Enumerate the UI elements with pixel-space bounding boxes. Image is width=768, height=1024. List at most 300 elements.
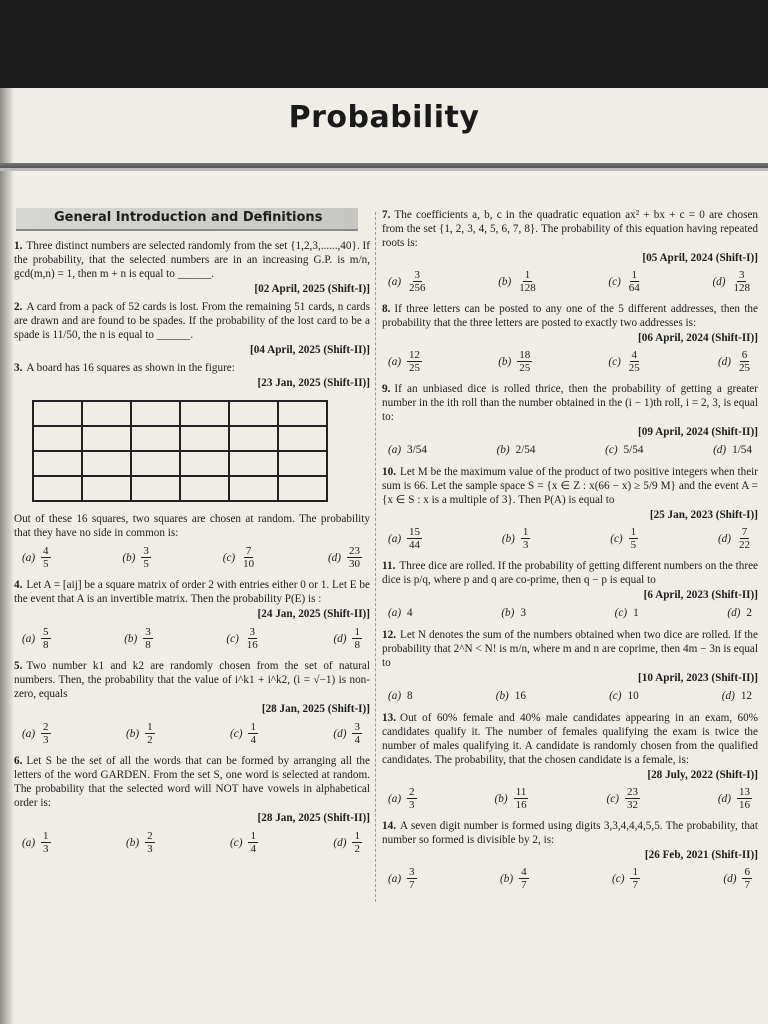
option-fraction bbox=[352, 830, 362, 855]
board-square bbox=[131, 426, 180, 451]
question-item bbox=[382, 628, 758, 707]
fraction-numerator: 6 bbox=[741, 349, 748, 361]
board-square bbox=[82, 401, 131, 426]
option-label: (c) bbox=[226, 632, 239, 645]
option-value: 2 bbox=[746, 607, 752, 619]
fraction-numerator: 3 bbox=[249, 626, 256, 638]
option bbox=[501, 606, 526, 620]
option-label: (d) bbox=[717, 532, 731, 545]
question-body: A card from a pack of 52 cards is lost. From the remaining 51 cards, n cards are drawn and are found to be spades. If the probability of the lost card to be a spade is 11/50, the n is equal to ______. bbox=[14, 301, 370, 341]
option-label: (a) bbox=[388, 872, 402, 885]
question-item bbox=[382, 302, 758, 378]
option-fraction bbox=[629, 526, 639, 551]
question-number: 12. bbox=[382, 629, 396, 641]
board-square bbox=[180, 476, 229, 501]
fraction-denominator: 3 bbox=[409, 799, 415, 811]
question-number: 7. bbox=[382, 209, 391, 221]
exam-source: [23 Jan, 2025 (Shift-II)] bbox=[257, 377, 370, 389]
option-fraction bbox=[143, 626, 153, 651]
fraction-numerator: 1 bbox=[354, 626, 360, 638]
question-number: 14. bbox=[382, 820, 396, 832]
question-number: 4. bbox=[14, 579, 23, 591]
question-item bbox=[382, 382, 758, 461]
question-number: 5. bbox=[14, 660, 23, 672]
fraction-denominator: 128 bbox=[733, 282, 750, 294]
option-label: (b) bbox=[126, 727, 140, 740]
options-row bbox=[14, 825, 370, 859]
options-row bbox=[382, 685, 758, 707]
board-square bbox=[278, 401, 327, 426]
fraction-denominator: 5 bbox=[143, 558, 149, 570]
question-body: If three letters can be posted to any one of the 5 different addresses, then the probability that the three letters are posted to exactly two addresses is: bbox=[382, 303, 758, 329]
option-fraction bbox=[742, 866, 752, 891]
option-fraction bbox=[248, 721, 258, 746]
fraction-numerator: 7 bbox=[741, 526, 748, 538]
options-row bbox=[382, 265, 758, 298]
fraction-numerator: 12 bbox=[409, 349, 421, 361]
option-label: (a) bbox=[388, 355, 402, 368]
option-fraction bbox=[521, 526, 531, 551]
question-body: Let M be the maximum value of the product of two positive integers when their sum is 66. Let the sample space S = {x ∈ Z : x(66 − x) ≥ 5/9 M} and the event A = {x ∈ S : x is a multiple of 3}. Then P(A) is equal to bbox=[382, 466, 758, 506]
fraction-numerator: 11 bbox=[515, 786, 527, 798]
question-item bbox=[382, 711, 758, 815]
options-row bbox=[382, 345, 758, 378]
option-fraction bbox=[41, 626, 51, 651]
option bbox=[388, 269, 428, 294]
option bbox=[22, 626, 51, 651]
question-number: 10. bbox=[382, 466, 396, 478]
fraction-denominator: 4 bbox=[354, 734, 360, 746]
fraction-numerator: 23 bbox=[349, 545, 360, 557]
option bbox=[607, 786, 640, 811]
fraction-denominator: 3 bbox=[43, 843, 49, 855]
option bbox=[718, 786, 752, 811]
option bbox=[498, 349, 532, 374]
option-fraction bbox=[347, 545, 362, 570]
fraction-denominator: 3 bbox=[522, 539, 529, 551]
fraction-numerator: 2 bbox=[147, 830, 153, 842]
option bbox=[497, 443, 536, 457]
option-label: (c) bbox=[614, 607, 628, 619]
question-text bbox=[382, 382, 758, 424]
question-text bbox=[382, 208, 758, 250]
fraction-numerator: 6 bbox=[744, 866, 750, 878]
option-fraction bbox=[145, 830, 155, 855]
question-body: Let A = [aij] be a square matrix of order 2 with entries either 0 or 1. Let E be the event that A is an invertible matrix. Then the probability P(E) is : bbox=[14, 579, 370, 605]
option-fraction bbox=[627, 349, 642, 374]
option bbox=[605, 443, 643, 457]
question-item bbox=[14, 754, 370, 859]
options-row bbox=[382, 439, 758, 461]
option-label: (b) bbox=[122, 551, 136, 564]
board-square bbox=[82, 451, 131, 476]
question-number: 8. bbox=[382, 303, 391, 315]
option bbox=[609, 689, 639, 703]
question-text bbox=[382, 628, 758, 670]
question-number: 6. bbox=[14, 755, 23, 767]
option bbox=[22, 545, 51, 570]
fraction-numerator: 5 bbox=[43, 626, 49, 638]
option-label: (c) bbox=[606, 792, 619, 805]
option-fraction bbox=[407, 269, 428, 294]
option-label: (c) bbox=[608, 355, 621, 368]
option-fraction bbox=[407, 866, 417, 891]
board-square bbox=[131, 476, 180, 501]
option-label: (d) bbox=[333, 836, 347, 849]
option-label: (c) bbox=[612, 872, 625, 885]
board-square bbox=[180, 426, 229, 451]
option-label: (b) bbox=[124, 632, 138, 645]
exam-source: [26 Feb, 2021 (Shift-II)] bbox=[644, 849, 758, 861]
option bbox=[333, 721, 362, 746]
option-label: (b) bbox=[496, 444, 510, 456]
fraction-denominator: 128 bbox=[519, 282, 536, 294]
options-row bbox=[382, 602, 758, 624]
question-body: Out of 60% female and 40% male candidates appearing in an exam, 60% candidates qualify it. The number of females qualifying the exam is twice the number of males qualifying it. A candidate is randomly chosen from the qualified candidates. The probability, that the chosen candidate is a female, is: bbox=[382, 712, 758, 766]
question-item bbox=[14, 361, 370, 574]
option bbox=[328, 545, 362, 570]
option bbox=[388, 866, 417, 891]
option bbox=[388, 606, 413, 620]
option bbox=[223, 545, 256, 570]
option-fraction bbox=[352, 721, 362, 746]
option-fraction bbox=[141, 545, 151, 570]
board-square bbox=[229, 426, 278, 451]
option-label: (a) bbox=[388, 792, 402, 805]
question-number: 1. bbox=[14, 240, 23, 252]
fraction-denominator: 25 bbox=[519, 362, 531, 374]
fraction-numerator: 1 bbox=[354, 830, 360, 842]
exam-source: [04 April, 2025 (Shift-II)] bbox=[250, 344, 370, 356]
option-label: (a) bbox=[22, 632, 36, 645]
question-item bbox=[14, 300, 370, 357]
board-square bbox=[278, 476, 327, 501]
question-text bbox=[382, 302, 758, 330]
fraction-numerator: 1 bbox=[524, 269, 531, 281]
option bbox=[388, 349, 422, 374]
option-fraction bbox=[407, 786, 417, 811]
option-label: (b) bbox=[500, 872, 514, 885]
option-label: (b) bbox=[126, 836, 140, 849]
option-fraction bbox=[737, 526, 752, 551]
option bbox=[388, 526, 422, 551]
left-question-list bbox=[14, 239, 370, 859]
option bbox=[610, 526, 638, 551]
fraction-denominator: 16 bbox=[246, 639, 258, 651]
fraction-denominator: 64 bbox=[628, 282, 640, 294]
option bbox=[498, 269, 538, 294]
fraction-denominator: 25 bbox=[738, 362, 750, 374]
fraction-denominator: 22 bbox=[739, 539, 750, 551]
option bbox=[126, 830, 155, 855]
option-fraction bbox=[514, 786, 529, 811]
question-item bbox=[382, 819, 758, 895]
fraction-denominator: 16 bbox=[515, 799, 527, 811]
option bbox=[495, 786, 529, 811]
option bbox=[615, 606, 639, 620]
option-label: (a) bbox=[388, 690, 402, 702]
exam-source: [28 Jan, 2025 (Shift-I)] bbox=[261, 703, 370, 715]
option bbox=[122, 545, 151, 570]
option bbox=[22, 830, 51, 855]
option-fraction bbox=[41, 545, 51, 570]
options-row bbox=[14, 540, 370, 574]
option-label: (d) bbox=[333, 727, 347, 740]
option bbox=[230, 721, 258, 746]
fraction-denominator: 32 bbox=[626, 799, 638, 811]
option-label: (c) bbox=[222, 551, 236, 564]
option bbox=[333, 830, 362, 855]
fraction-denominator: 44 bbox=[409, 539, 421, 551]
section-heading: General Introduction and Definitions bbox=[16, 208, 358, 231]
question-item bbox=[14, 659, 370, 750]
option-label: (c) bbox=[605, 444, 618, 456]
option-fraction bbox=[625, 786, 640, 811]
fraction-numerator: 3 bbox=[414, 269, 421, 281]
option bbox=[388, 689, 413, 703]
option-label: (a) bbox=[388, 607, 402, 619]
option-label: (a) bbox=[22, 551, 36, 564]
fraction-numerator: 1 bbox=[147, 721, 153, 733]
fraction-numerator: 2 bbox=[409, 786, 415, 798]
option bbox=[388, 786, 417, 811]
question-body: Let N denotes the sum of the numbers obtained when two dice are rolled. If the probability that 2^N < N! is m/n, where m and n are coprime, then 4m − 3n is equal to bbox=[382, 629, 758, 669]
option-value: 16 bbox=[514, 690, 526, 702]
fraction-numerator: 7 bbox=[245, 545, 252, 557]
fraction-denominator: 7 bbox=[632, 879, 638, 891]
fraction-numerator: 3 bbox=[409, 866, 415, 878]
options-row bbox=[382, 782, 758, 815]
question-body: Three dice are rolled. If the probability of getting different numbers on the three dice is p/q, where p and q are co-prime, then q − p is equal to bbox=[382, 560, 758, 586]
option-label: (a) bbox=[22, 727, 36, 740]
fraction-denominator: 8 bbox=[43, 639, 49, 651]
option-value: 5/54 bbox=[623, 444, 644, 456]
question-item bbox=[14, 578, 370, 655]
option bbox=[500, 866, 529, 891]
option-label: (c) bbox=[608, 275, 621, 288]
option-label: (c) bbox=[609, 690, 622, 702]
question-body: The coefficients a, b, c in the quadratic equation ax² + bx + c = 0 are chosen from the set {1, 2, 3, 4, 5, 6, 7, 8}. The probability of this equation having repeated roots is: bbox=[382, 209, 758, 249]
option-fraction bbox=[627, 269, 642, 294]
question-number: 9. bbox=[382, 383, 391, 395]
option-label: (b) bbox=[498, 355, 512, 368]
options-row bbox=[382, 862, 758, 895]
option-fraction bbox=[248, 830, 258, 855]
fraction-denominator: 3 bbox=[147, 843, 153, 855]
fraction-numerator: 3 bbox=[145, 626, 151, 638]
fraction-numerator: 1 bbox=[630, 526, 637, 538]
fraction-denominator: 25 bbox=[409, 362, 421, 374]
board-square bbox=[33, 426, 82, 451]
board-figure bbox=[32, 400, 328, 502]
option-fraction bbox=[519, 866, 529, 891]
option bbox=[388, 443, 427, 457]
board-square bbox=[33, 401, 82, 426]
board-square bbox=[82, 476, 131, 501]
option-fraction bbox=[737, 349, 752, 374]
option-value: 2/54 bbox=[515, 444, 536, 456]
option-fraction bbox=[630, 866, 640, 891]
fraction-denominator: 7 bbox=[521, 879, 527, 891]
option-fraction bbox=[731, 269, 752, 294]
option-value: 8 bbox=[407, 690, 413, 702]
fraction-numerator: 3 bbox=[354, 721, 360, 733]
option-label: (d) bbox=[717, 355, 731, 368]
option bbox=[718, 349, 752, 374]
fraction-denominator: 10 bbox=[243, 558, 255, 570]
fraction-numerator: 4 bbox=[631, 349, 638, 361]
option bbox=[608, 269, 641, 294]
question-text bbox=[14, 361, 370, 375]
option bbox=[124, 626, 153, 651]
option-fraction bbox=[517, 349, 532, 374]
fraction-numerator: 13 bbox=[738, 786, 750, 798]
fraction-denominator: 8 bbox=[145, 639, 151, 651]
page-spine-shadow bbox=[0, 88, 14, 1024]
fraction-numerator: 4 bbox=[43, 545, 49, 557]
fraction-denominator: 256 bbox=[409, 282, 426, 294]
options-row bbox=[14, 716, 370, 750]
option-label: (d) bbox=[721, 690, 735, 702]
option-fraction bbox=[245, 626, 260, 651]
question-text bbox=[14, 578, 370, 606]
fraction-numerator: 4 bbox=[521, 866, 527, 878]
option-value: 3/54 bbox=[407, 444, 427, 456]
option-fraction bbox=[517, 269, 538, 294]
option-fraction bbox=[737, 786, 752, 811]
board-square bbox=[180, 401, 229, 426]
option bbox=[723, 866, 752, 891]
question-followup: Out of these 16 squares, two squares are chosen at random. The probability that they have no side in common is: bbox=[14, 513, 370, 539]
option-label: (a) bbox=[388, 444, 402, 456]
fraction-numerator: 1 bbox=[522, 526, 529, 538]
board-square bbox=[229, 401, 278, 426]
option bbox=[722, 689, 752, 703]
option-label: (d) bbox=[727, 607, 741, 619]
question-item bbox=[14, 239, 370, 296]
exam-source: [02 April, 2025 (Shift-I)] bbox=[254, 283, 370, 295]
option-label: (d) bbox=[723, 872, 737, 885]
fraction-denominator: 5 bbox=[43, 558, 49, 570]
exam-source: [28 Jan, 2025 (Shift-II)] bbox=[257, 812, 370, 824]
board-square bbox=[82, 426, 131, 451]
right-question-list bbox=[382, 208, 758, 895]
fraction-numerator: 15 bbox=[409, 526, 421, 538]
exam-source: [05 April, 2024 (Shift-I)] bbox=[642, 252, 758, 264]
fraction-denominator: 30 bbox=[349, 558, 360, 570]
fraction-denominator: 16 bbox=[738, 799, 750, 811]
option-label: (b) bbox=[495, 690, 509, 702]
option-value: 3 bbox=[520, 607, 526, 619]
fraction-numerator: 1 bbox=[43, 830, 49, 842]
question-text bbox=[14, 754, 370, 810]
option-label: (d) bbox=[327, 551, 341, 564]
question-text bbox=[382, 559, 758, 587]
options-row bbox=[14, 621, 370, 655]
option-label: (b) bbox=[494, 792, 508, 805]
board-square bbox=[33, 451, 82, 476]
option-fraction bbox=[41, 721, 51, 746]
board-square bbox=[131, 451, 180, 476]
exam-source: [24 Jan, 2025 (Shift-II)] bbox=[257, 608, 370, 620]
fraction-numerator: 1 bbox=[250, 721, 256, 733]
option bbox=[333, 626, 362, 651]
option bbox=[718, 526, 752, 551]
option bbox=[608, 349, 641, 374]
column-divider bbox=[375, 212, 376, 902]
question-body: If an unbiased dice is rolled thrice, then the probability of getting a greater number in the ith roll than the number obtained in the (i − 1)th roll, i = 2, 3, is equal to: bbox=[382, 383, 758, 423]
option-label: (a) bbox=[388, 275, 402, 288]
question-body: Three distinct numbers are selected randomly from the set {1,2,3,......,40}. If the probability, that the selected numbers are in an increasing G.P. is m/n, gcd(m,n) = 1, then m + n is equal to ______. bbox=[14, 240, 370, 280]
option-fraction bbox=[241, 545, 256, 570]
options-row bbox=[382, 522, 758, 555]
option bbox=[496, 689, 526, 703]
question-text bbox=[382, 819, 758, 847]
option-fraction bbox=[407, 526, 422, 551]
option-fraction bbox=[145, 721, 155, 746]
fraction-numerator: 1 bbox=[250, 830, 256, 842]
question-number: 13. bbox=[382, 712, 396, 724]
fraction-denominator: 25 bbox=[628, 362, 640, 374]
fraction-denominator: 3 bbox=[43, 734, 49, 746]
question-text bbox=[382, 465, 758, 507]
option-label: (b) bbox=[501, 532, 515, 545]
fraction-denominator: 7 bbox=[409, 879, 415, 891]
question-item bbox=[382, 465, 758, 555]
fraction-numerator: 3 bbox=[738, 269, 745, 281]
fraction-numerator: 2 bbox=[43, 721, 49, 733]
right-column bbox=[382, 208, 758, 899]
option-label: (d) bbox=[717, 792, 731, 805]
option-fraction bbox=[407, 349, 422, 374]
question-item bbox=[382, 208, 758, 298]
fraction-denominator: 8 bbox=[354, 639, 360, 651]
option-label: (b) bbox=[501, 607, 515, 619]
option-fraction bbox=[352, 626, 362, 651]
option-label: (c) bbox=[610, 532, 623, 545]
exam-source: [6 April, 2023 (Shift-II)] bbox=[643, 589, 758, 601]
option bbox=[727, 606, 752, 620]
option bbox=[612, 866, 640, 891]
exam-source: [10 April, 2023 (Shift-II)] bbox=[638, 672, 758, 684]
option-label: (d) bbox=[712, 275, 726, 288]
fraction-denominator: 7 bbox=[744, 879, 750, 891]
question-text bbox=[14, 300, 370, 342]
question-number: 3. bbox=[14, 362, 23, 374]
chapter-title: Probability bbox=[288, 100, 480, 135]
exam-source: [06 April, 2024 (Shift-II)] bbox=[638, 332, 758, 344]
question-text bbox=[14, 659, 370, 701]
option-label: (c) bbox=[230, 836, 243, 849]
fraction-denominator: 4 bbox=[250, 734, 256, 746]
option bbox=[230, 830, 258, 855]
exam-source: [28 July, 2022 (Shift-I)] bbox=[647, 769, 758, 781]
board-square bbox=[229, 451, 278, 476]
fraction-denominator: 5 bbox=[630, 539, 637, 551]
option-fraction bbox=[41, 830, 51, 855]
option-label: (d) bbox=[333, 632, 347, 645]
option bbox=[226, 626, 259, 651]
left-column bbox=[14, 208, 370, 863]
title-divider-shadow bbox=[0, 168, 768, 171]
option-label: (d) bbox=[713, 444, 727, 456]
option bbox=[22, 721, 51, 746]
fraction-denominator: 2 bbox=[147, 734, 153, 746]
option-label: (a) bbox=[388, 532, 402, 545]
board-square bbox=[33, 476, 82, 501]
exam-source: [09 April, 2024 (Shift-II)] bbox=[638, 426, 758, 438]
option bbox=[502, 526, 531, 551]
